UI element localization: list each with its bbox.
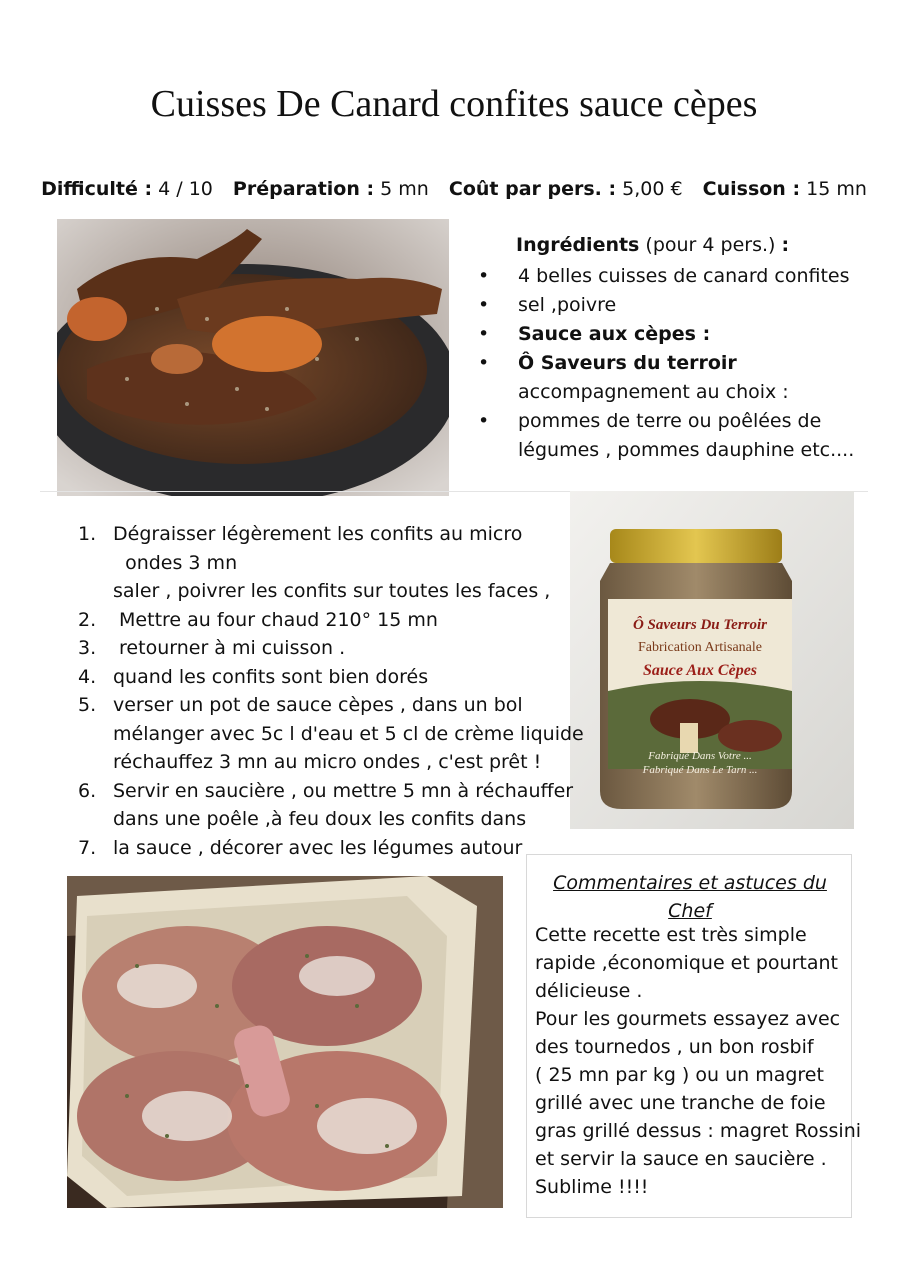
jar-label-footer-1: Fabriqué Dans Votre ... bbox=[648, 750, 752, 762]
steps-list bbox=[78, 520, 584, 862]
ingredients-servings: (pour 4 pers.) bbox=[645, 234, 776, 256]
chef-tips-line: Sublime !!!! bbox=[535, 1176, 649, 1198]
step-item bbox=[78, 777, 578, 834]
step-line: dans une poêle ,à feu doux les confits dans bbox=[113, 808, 527, 830]
list-item bbox=[478, 291, 878, 320]
preparation-value: 5 mn bbox=[380, 178, 429, 200]
ingredient-text: Sauce aux cèpes : bbox=[518, 323, 711, 345]
ingredient-subtext: accompagnement au choix : bbox=[518, 381, 789, 403]
list-item bbox=[478, 262, 878, 291]
step-number: 6. bbox=[78, 779, 97, 802]
recipe-meta bbox=[0, 178, 908, 200]
step-line: Servir en saucière , ou mettre 5 mn à réchauffer bbox=[113, 779, 574, 802]
list-item bbox=[478, 320, 878, 349]
chef-tips-line: délicieuse . bbox=[535, 980, 643, 1002]
chef-tips-line: Cette recette est très simple bbox=[535, 924, 807, 946]
bullet: • bbox=[478, 323, 490, 345]
ingredient-text: sel ,poivre bbox=[518, 294, 617, 316]
difficulty-label: Difficulté : bbox=[41, 178, 153, 200]
bullet: • bbox=[478, 410, 490, 432]
step-line: quand les confits sont bien dorés bbox=[113, 665, 429, 688]
step-item bbox=[78, 520, 578, 606]
step-number: 2. bbox=[78, 608, 97, 631]
raw-confit-photo bbox=[67, 876, 503, 1208]
step-item bbox=[78, 663, 578, 692]
bullet: • bbox=[478, 265, 490, 287]
ingredient-text: Ô Saveurs du terroir bbox=[518, 352, 737, 374]
chef-tips-title-line: Chef bbox=[668, 900, 712, 922]
jar-label-brand: Ô Saveurs Du Terroir bbox=[632, 617, 768, 633]
ingredient-subtext: légumes , pommes dauphine etc.... bbox=[518, 439, 855, 461]
jar-label-product: Sauce Aux Cèpes bbox=[642, 662, 758, 679]
chef-tips-title-line: Commentaires et astuces du bbox=[553, 872, 827, 894]
cost-label: Coût par pers. : bbox=[448, 178, 617, 200]
bullet: • bbox=[478, 352, 490, 374]
step-line: saler , poivrer les confits sur toutes les faces , bbox=[113, 580, 551, 602]
step-line: mélanger avec 5c l d'eau et 5 cl de crème liquide bbox=[113, 722, 584, 745]
difficulty-value: 4 / 10 bbox=[158, 178, 213, 200]
step-number: 1. bbox=[78, 523, 97, 545]
jar-label-footer-2: Fabriqué Dans Le Tarn ... bbox=[642, 764, 758, 776]
list-item bbox=[478, 407, 878, 465]
step-number: 5. bbox=[78, 694, 97, 716]
duck-dish-photo bbox=[57, 219, 449, 496]
step-line: verser un pot de sauce cèpes , dans un bol bbox=[113, 694, 523, 716]
chef-tips-title bbox=[527, 869, 853, 925]
step-item bbox=[78, 691, 584, 777]
chef-tips-box bbox=[526, 854, 862, 1218]
bullet: • bbox=[478, 294, 490, 316]
jar-label-subtitle: Fabrication Artisanale bbox=[637, 640, 763, 655]
chef-tips-body bbox=[535, 921, 862, 1201]
ingredient-text: 4 belles cuisses de canard confites bbox=[518, 265, 850, 287]
ingredients-heading bbox=[516, 234, 789, 256]
cooking-label: Cuisson : bbox=[702, 178, 801, 200]
chef-tips-line: Pour les gourmets essayez avec bbox=[535, 1008, 841, 1030]
ingredients-list bbox=[478, 262, 878, 465]
page-title: Cuisses De Canard confites sauce cèpes bbox=[150, 83, 758, 125]
list-item bbox=[478, 349, 878, 407]
step-line: réchauffez 3 mn au micro ondes , c'est prêt ! bbox=[113, 751, 542, 773]
chef-tips-line: ( 25 mn par kg ) ou un magret bbox=[535, 1064, 824, 1086]
sauce-jar-photo bbox=[570, 491, 854, 829]
step-item bbox=[78, 634, 578, 663]
step-number: 7. bbox=[78, 836, 97, 859]
chef-tips-line: gras grillé dessus : magret Rossini bbox=[535, 1120, 862, 1142]
cooking-value: 15 mn bbox=[806, 178, 867, 200]
chef-tips-line: des tournedos , un bon rosbif bbox=[535, 1036, 814, 1058]
chef-tips-line: grillé avec une tranche de foie bbox=[535, 1092, 826, 1114]
step-line: retourner à mi cuisson . bbox=[113, 637, 346, 659]
chef-tips-line: rapide ,économique et pourtant bbox=[535, 952, 838, 974]
ingredient-text: pommes de terre ou poêlées de bbox=[518, 410, 822, 432]
chef-tips-line: et servir la sauce en saucière . bbox=[535, 1148, 827, 1170]
cost-value: 5,00 € bbox=[622, 178, 683, 200]
preparation-label: Préparation : bbox=[232, 178, 375, 200]
step-line: la sauce , décorer avec les légumes autour bbox=[113, 836, 523, 859]
step-line: ondes 3 mn bbox=[113, 551, 238, 574]
step-line: Dégraisser légèrement les confits au micro bbox=[113, 523, 523, 545]
step-number: 3. bbox=[78, 637, 97, 659]
step-item bbox=[78, 606, 578, 635]
ingredients-heading-colon: : bbox=[781, 234, 790, 256]
step-item bbox=[78, 834, 578, 863]
ingredients-heading-label: Ingrédients bbox=[516, 234, 640, 256]
step-number: 4. bbox=[78, 665, 97, 688]
step-line: Mettre au four chaud 210° 15 mn bbox=[113, 608, 438, 631]
